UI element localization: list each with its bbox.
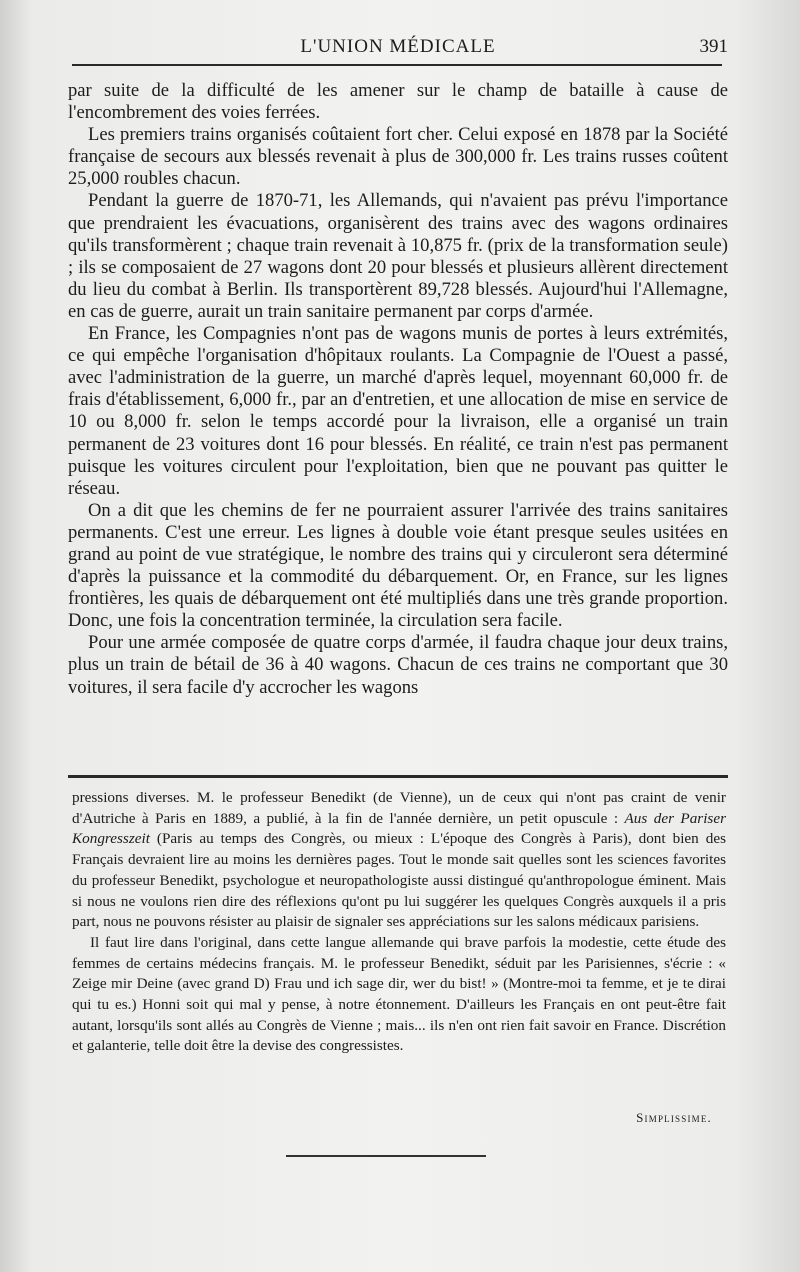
- page-number: 391: [699, 36, 728, 57]
- running-header: [68, 32, 728, 62]
- footnote-text: (Paris au temps des Congrès, ou mieux : L'époque des Congrès à Paris), dont bien des Français devraient lire au moins les dernières pages. Tout le monde sait quelles sont les sciences favorites du professeur Benedikt, psychologue et neuropathologiste aussi distingué qu'anthropologue éminent. Mais si nous ne voulons rien dire des réflexions qu'ont pu lui suggérer les quelques Congrès auxquels il a pris part, nous ne pouvons résister au plaisir de signaler ses appréciations sur les salons médicaux parisiens.: [72, 830, 726, 931]
- journal-title: L'UNION MÉDICALE: [300, 36, 496, 57]
- footnote-text: pressions diverses. M. le professeur Benedikt (de Vienne), un de ceux qui n'ont pas craint de venir d'Autriche à Paris en 1889, a publié, à la fin de l'année dernière, un petit opuscule :: [72, 789, 726, 827]
- footnote-block: [72, 788, 726, 1057]
- body-paragraph: Pendant la guerre de 1870-71, les Allemands, qui n'avaient pas prévu l'importance que prendraient les évacuations, organisèrent des trains avec des wagons ordinaires qu'ils transformèrent ; chaque train revenait à 10,875 fr. (prix de la transformation seule) ; ils se composaient de 27 wagons dont 20 pour blessés et plusieurs allèrent directement du lieu du combat à Berlin. Ils transportèrent 89,728 blessés. Aujourd'hui l'Allemagne, en cas de guerre, aurait un train sanitaire permanent par corps d'armée.: [68, 190, 728, 322]
- body-paragraph: Pour une armée composée de quatre corps d'armée, il faudra chaque jour deux trains, plus un train de bétail de 36 à 40 wagons. Chacun de ces trains ne comportant que 30 voitures, il sera facile d'y accrocher les wagons: [68, 632, 728, 698]
- author-signature: Simplissime.: [636, 1110, 712, 1125]
- footnote-separator-rule: [68, 775, 728, 778]
- body-paragraph: On a dit que les chemins de fer ne pourraient assurer l'arrivée des trains sanitaires permanents. C'est une erreur. Les lignes à double voie étant presque seules usitées en grand au point de vue stratégique, le nombre des trains qui y circuleront sera déterminé d'après la puissance et la commodité du débarquement. Or, en France, sur les lignes frontières, les quais de débarquement ont été multipliés dans une très grande proportion. Donc, une fois la concentration terminée, la circulation sera facile.: [68, 499, 728, 632]
- footnote-paragraph: Il faut lire dans l'original, dans cette langue allemande qui brave parfois la modestie, cette étude des femmes de certains médecins français. M. le professeur Benedikt, séduit par les Parisiennes, s'écrie : « Zeige mir Deine (avec grand D) Frau und ich sage dir, wer du bist! » (Montre-moi ta femme, et je te dirai qui tu es.) Honni soit qui mal y pense, à notre étonnement. D'ailleurs les Français en ont peut-être fait autant, lorsqu'ils sont allés au Congrès de Vienne ; mais... ils n'en ont rien fait savoir en France. Discrétion et galanterie, telle doit être la devise des congressistes.: [72, 933, 726, 1055]
- main-text-column: [68, 80, 728, 699]
- header-rule: [72, 64, 722, 66]
- body-paragraph: par suite de la difficulté de les amener sur le champ de bataille à cause de l'encombrement des voies ferrées.: [68, 80, 728, 124]
- end-rule: [286, 1155, 486, 1157]
- footnote-paragraph: [72, 788, 726, 933]
- body-paragraph: En France, les Compagnies n'ont pas de wagons munis de portes à leurs extrémités, ce qui empêche l'organisation d'hôpitaux roulants. La Compagnie de l'Ouest a passé, avec l'administration de la guerre, un marché d'après lequel, moyennant 60,000 fr. de frais d'établissement, 6,000 fr., par an d'entretien, et une allocation de mise en service de 10 ou 8,000 fr. selon le temps accordé pour la livraison, elle a organisé un train permanent de 23 voitures dont 16 pour blessés. En réalité, ce train n'est pas permanent puisque les voitures circulent pour l'exploitation, bien que ne pouvant pas quitter le réseau.: [68, 323, 728, 499]
- footnote-book-title: Aus der Pariser Kongresszeit: [72, 809, 726, 848]
- body-paragraph: Les premiers trains organisés coûtaient fort cher. Celui exposé en 1878 par la Société française de secours aux blessés revenait à plus de 300,000 fr. Les trains russes coûtent 25,000 roubles chacun.: [68, 124, 728, 190]
